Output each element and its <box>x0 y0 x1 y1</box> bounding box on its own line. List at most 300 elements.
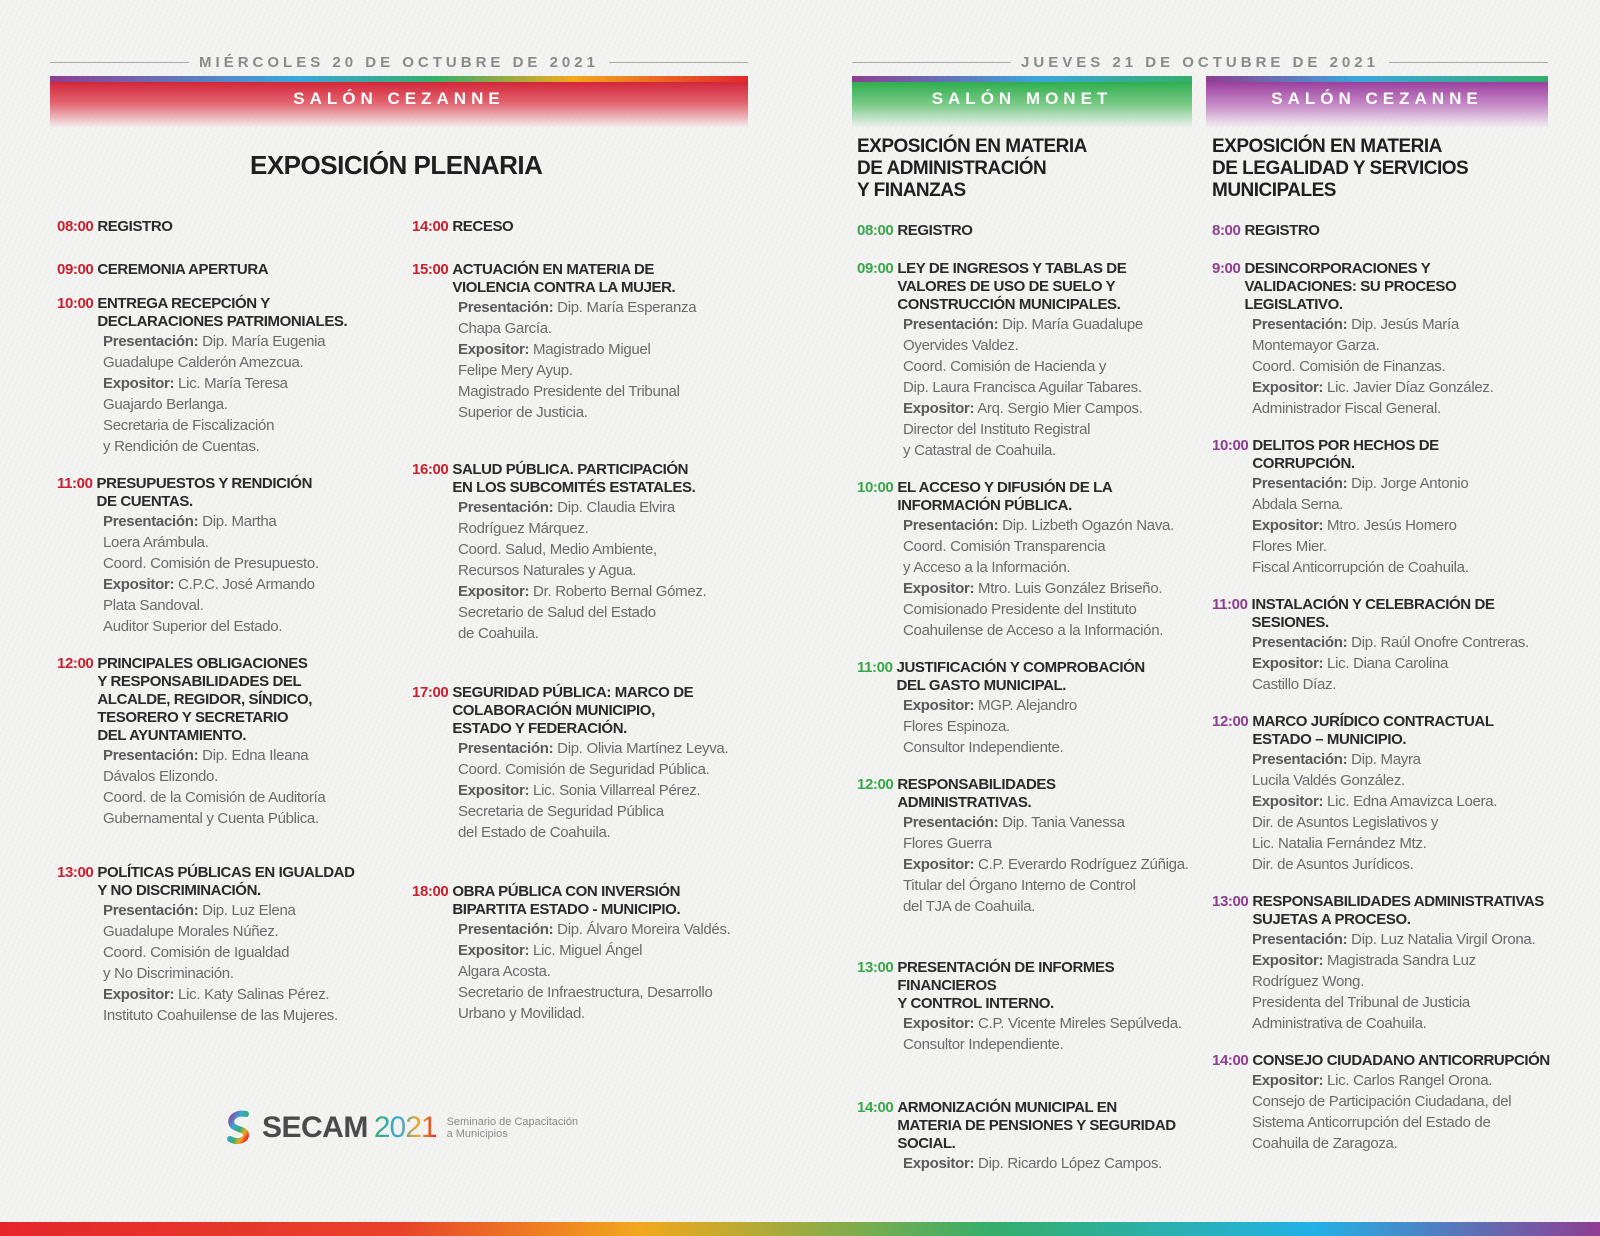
detail-text: Arq. Sergio Mier Campos. <box>974 400 1143 417</box>
schedule-time: 09:00 <box>57 261 94 278</box>
schedule-title <box>897 659 1145 695</box>
schedule-details <box>857 515 1197 641</box>
schedule-title <box>1252 1052 1550 1070</box>
schedule-title <box>452 684 693 738</box>
schedule-time: 08:00 <box>857 222 894 239</box>
detail-text: Magistrado Presidente del Tribunal <box>458 383 680 400</box>
schedule-title <box>97 218 172 236</box>
detail-line <box>903 578 1197 599</box>
schedule-time: 10:00 <box>57 295 94 312</box>
schedule-title-line: DE CUENTAS. <box>96 493 193 510</box>
detail-text: Secretario de Salud del Estado <box>458 604 656 621</box>
detail-text: Flores Guerra <box>903 835 992 852</box>
detail-line <box>903 440 1197 461</box>
detail-text: Comisionado Presidente del Instituto <box>903 601 1137 618</box>
detail-line <box>903 896 1197 917</box>
detail-line <box>103 394 397 415</box>
detail-line <box>1252 398 1552 419</box>
schedule-title-line: VALIDACIONES: SU PROCESO <box>1244 278 1457 295</box>
schedule-time: 12:00 <box>857 776 894 793</box>
schedule-item <box>57 218 397 236</box>
detail-text: Coord. Comisión de Presupuesto. <box>103 555 319 572</box>
detail-text: Recursos Naturales y Agua. <box>458 562 637 579</box>
schedule-title <box>452 218 513 236</box>
day1-salon-name: SALÓN CEZANNE <box>293 89 505 108</box>
detail-label: Presentación: <box>458 740 554 757</box>
detail-line <box>1252 674 1552 695</box>
detail-line <box>1252 515 1552 536</box>
schedule-item-header <box>857 1099 1197 1153</box>
detail-line <box>458 339 752 360</box>
schedule-time: 8:00 <box>1212 222 1241 239</box>
schedule-item-header <box>412 461 752 497</box>
secam-logo <box>224 1110 578 1146</box>
schedule-title-line: REGISTRO <box>97 218 173 235</box>
day1-column-2 <box>412 218 752 1024</box>
detail-text: y Catastral de Coahuila. <box>903 442 1056 459</box>
schedule-time: 08:00 <box>57 218 94 235</box>
detail-line <box>1252 791 1552 812</box>
schedule-item <box>57 261 397 279</box>
detail-text: Consultor Independiente. <box>903 1036 1064 1053</box>
detail-line <box>103 574 397 595</box>
schedule-title-line: ADMINISTRATIVAS. <box>897 794 1032 811</box>
detail-text: Dr. Roberto Bernal Gómez. <box>529 583 707 600</box>
detail-text: Dip. Lizbeth Ogazón Nava. <box>998 517 1174 534</box>
schedule-item-header <box>57 655 397 745</box>
detail-label: Presentación: <box>103 513 199 530</box>
detail-text: Lic. Javier Díaz González. <box>1323 379 1494 396</box>
logo-tagline-line: Seminario de Capacitación <box>446 1116 579 1128</box>
detail-line <box>1252 1013 1552 1034</box>
schedule-item <box>857 479 1197 641</box>
schedule-item <box>1212 596 1552 695</box>
schedule-title-line: Y CONTROL INTERNO. <box>897 995 1054 1012</box>
detail-text: Titular del Órgano Interno de Control <box>903 877 1136 894</box>
detail-label: Expositor: <box>903 580 975 597</box>
detail-line <box>1252 992 1552 1013</box>
schedule-item <box>57 864 397 1026</box>
detail-text: Coord. Comisión de Finanzas. <box>1252 358 1446 375</box>
schedule-title-line: JUSTIFICACIÓN Y COMPROBACIÓN <box>896 659 1145 676</box>
schedule-item <box>412 461 752 644</box>
detail-text: Coord. Comisión de Seguridad Pública. <box>458 761 710 778</box>
detail-text: y Acceso a la Información. <box>903 559 1071 576</box>
detail-line <box>103 616 397 637</box>
detail-text: Lic. Edna Amavizca Loera. <box>1323 793 1498 810</box>
schedule-title-line: MATERIA DE PENSIONES Y SEGURIDAD <box>897 1117 1176 1134</box>
detail-text: Fiscal Anticorrupción de Coahuila. <box>1252 559 1469 576</box>
detail-text: Dip. Tania Vanessa <box>998 814 1125 831</box>
schedule-details <box>412 919 752 1024</box>
detail-line <box>458 360 752 381</box>
detail-label: Presentación: <box>1252 931 1348 948</box>
schedule-title-line: VALORES DE USO DE SUELO Y <box>897 278 1116 295</box>
schedule-details <box>857 812 1197 917</box>
detail-text: Dip. Luz Natalia Virgil Orona. <box>1347 931 1536 948</box>
detail-line <box>458 961 752 982</box>
schedule-time: 12:00 <box>1212 713 1249 730</box>
monet-salon-banner <box>852 76 1192 128</box>
schedule-title-line: Y RESPONSABILIDADES DEL <box>97 673 302 690</box>
schedule-details <box>1212 749 1552 875</box>
cezanne-salon-name: SALÓN CEZANNE <box>1271 89 1483 108</box>
detail-line <box>103 900 397 921</box>
schedule-title <box>452 461 695 497</box>
detail-text: Instituto Coahuilense de las Mujeres. <box>103 1007 338 1024</box>
schedule-title-line: CONSEJO CIUDADANO ANTICORRUPCIÓN <box>1252 1052 1550 1069</box>
detail-label: Expositor: <box>903 1155 975 1172</box>
detail-line <box>1252 929 1552 950</box>
schedule-title-line: DECLARACIONES PATRIMONIALES. <box>97 313 348 330</box>
schedule-title-line: CORRUPCIÓN. <box>1252 455 1355 472</box>
schedule-item <box>1212 713 1552 875</box>
schedule-title-line: PRINCIPALES OBLIGACIONES <box>97 655 308 672</box>
detail-line <box>103 352 397 373</box>
schedule-title-line: MARCO JURÍDICO CONTRACTUAL <box>1252 713 1494 730</box>
detail-text: Dip. Luz Elena <box>198 902 296 919</box>
schedule-title <box>897 260 1126 314</box>
schedule-title-line: DEL GASTO MUNICIPAL. <box>896 677 1067 694</box>
detail-text: C.P.C. José Armando <box>174 576 315 593</box>
schedule-item <box>1212 893 1552 1034</box>
schedule-title <box>1252 596 1495 632</box>
detail-text: de Coahuila. <box>458 625 539 642</box>
detail-label: Expositor: <box>903 856 975 873</box>
detail-line <box>1252 557 1552 578</box>
monet-title <box>857 136 1087 202</box>
schedule-details <box>857 314 1197 461</box>
monet-title-line: EXPOSICIÓN EN MATERIA <box>857 136 1087 157</box>
detail-text: del TJA de Coahuila. <box>903 898 1036 915</box>
schedule-title-line: INFORMACIÓN PÚBLICA. <box>897 497 1072 514</box>
detail-line <box>903 716 1197 737</box>
schedule-item <box>857 959 1197 1055</box>
detail-text: Lic. Miguel Ángel <box>529 942 643 959</box>
schedule-title-line: SEGURIDAD PÚBLICA: MARCO DE <box>452 684 694 701</box>
schedule-item-header <box>1212 713 1552 749</box>
schedule-item-header <box>412 218 752 236</box>
detail-text: C.P. Everardo Rodríguez Zúñiga. <box>974 856 1189 873</box>
day2-date: JUEVES 21 DE OCTUBRE DE 2021 <box>1021 53 1379 71</box>
detail-text: Dip. Edna Ileana <box>198 747 309 764</box>
schedule-time: 11:00 <box>57 475 93 492</box>
detail-line <box>1252 632 1552 653</box>
schedule-time: 10:00 <box>857 479 894 496</box>
monet-title-line: DE ADMINISTRACIÓN <box>857 158 1047 179</box>
detail-line <box>103 808 397 829</box>
schedule-title-line: POLÍTICAS PÚBLICAS EN IGUALDAD <box>97 864 355 881</box>
monet-title-line: Y FINANZAS <box>857 180 966 201</box>
schedule-time: 10:00 <box>1212 437 1249 454</box>
schedule-title-line: ENTREGA RECEPCIÓN Y <box>97 295 270 312</box>
detail-text: Auditor Superior del Estado. <box>103 618 283 635</box>
detail-line <box>1252 1112 1552 1133</box>
detail-line <box>903 1034 1197 1055</box>
schedule-item-header <box>857 659 1197 695</box>
detail-line <box>903 419 1197 440</box>
detail-text: Castillo Díaz. <box>1252 676 1337 693</box>
detail-text: C.P. Vicente Mireles Sepúlveda. <box>974 1015 1182 1032</box>
schedule-title-line: INSTALACIÓN Y CELEBRACIÓN DE <box>1251 596 1495 613</box>
detail-label: Expositor: <box>458 942 530 959</box>
schedule-details <box>57 331 397 457</box>
detail-line <box>903 695 1197 716</box>
schedule-title <box>97 864 354 900</box>
detail-line <box>103 595 397 616</box>
detail-line <box>103 436 397 457</box>
detail-line <box>903 812 1197 833</box>
day1-date: MIÉRCOLES 20 DE OCTUBRE DE 2021 <box>199 53 599 71</box>
schedule-item-header <box>57 261 397 279</box>
detail-text: Lucila Valdés González. <box>1252 772 1405 789</box>
schedule-title-line: PRESUPUESTOS Y RENDICIÓN <box>96 475 313 492</box>
schedule-title-line: VIOLENCIA CONTRA LA MUJER. <box>452 279 676 296</box>
schedule-item-header <box>57 475 397 511</box>
schedule-time: 11:00 <box>857 659 893 676</box>
detail-text: Coord. Salud, Medio Ambiente, <box>458 541 657 558</box>
detail-label: Expositor: <box>903 1015 975 1032</box>
detail-label: Presentación: <box>103 333 199 350</box>
detail-text: Lic. María Teresa <box>174 375 288 392</box>
schedule-time: 17:00 <box>412 684 449 701</box>
schedule-title <box>897 479 1112 515</box>
schedule-title-line: DELITOS POR HECHOS DE <box>1252 437 1439 454</box>
schedule-time: 12:00 <box>57 655 94 672</box>
detail-text: Plata Sandoval. <box>103 597 204 614</box>
detail-text: Dip. Jesús María <box>1347 316 1459 333</box>
detail-line <box>103 415 397 436</box>
detail-label: Presentación: <box>903 814 999 831</box>
detail-text: Dip. María Eugenia <box>198 333 326 350</box>
detail-line <box>903 377 1197 398</box>
detail-label: Presentación: <box>903 517 999 534</box>
detail-line <box>1252 356 1552 377</box>
schedule-item <box>412 883 752 1024</box>
detail-label: Presentación: <box>1252 751 1348 768</box>
day1-header <box>50 52 748 72</box>
cezanne-title-line: EXPOSICIÓN EN MATERIA <box>1212 136 1442 157</box>
detail-text: Lic. Natalia Fernández Mtz. <box>1252 835 1427 852</box>
detail-line <box>103 921 397 942</box>
divider <box>1389 62 1548 63</box>
detail-line <box>458 381 752 402</box>
detail-line <box>458 759 752 780</box>
detail-text: Dip. Olivia Martínez Leyva. <box>553 740 729 757</box>
detail-line <box>458 780 752 801</box>
logo-year: 2021 <box>373 1111 437 1144</box>
detail-label: Expositor: <box>458 782 530 799</box>
schedule-title-line: COLABORACIÓN MUNICIPIO, <box>452 702 655 719</box>
schedule-details <box>412 297 752 423</box>
schedule-item <box>412 218 752 236</box>
detail-label: Presentación: <box>903 316 999 333</box>
schedule-details <box>57 745 397 829</box>
detail-line <box>1252 536 1552 557</box>
detail-line <box>103 745 397 766</box>
detail-text: Secretaria de Seguridad Pública <box>458 803 664 820</box>
schedule-title-line: DESINCORPORACIONES Y <box>1244 260 1431 277</box>
cezanne-title <box>1212 136 1468 202</box>
detail-text: Lic. Diana Carolina <box>1323 655 1449 672</box>
detail-label: Expositor: <box>903 697 975 714</box>
divider <box>609 62 748 63</box>
schedule-item <box>857 222 1197 240</box>
cezanne-column <box>1212 222 1552 1154</box>
schedule-time: 16:00 <box>412 461 449 478</box>
detail-line <box>1252 854 1552 875</box>
schedule-details <box>1212 473 1552 578</box>
detail-line <box>1252 770 1552 791</box>
detail-text: Dip. Mayra <box>1347 751 1421 768</box>
detail-label: Presentación: <box>458 499 554 516</box>
detail-line <box>1252 1091 1552 1112</box>
detail-text: Algara Acosta. <box>458 963 551 980</box>
schedule-item-header <box>857 260 1197 314</box>
detail-line <box>903 515 1197 536</box>
detail-line <box>458 822 752 843</box>
detail-text: Guadalupe Calderón Amezcua. <box>103 354 304 371</box>
schedule-title-line: BIPARTITA ESTADO - MUNICIPIO. <box>452 901 681 918</box>
detail-label: Expositor: <box>103 576 175 593</box>
cezanne-title-line: MUNICIPALES <box>1212 180 1336 201</box>
schedule-title-line: ARMONIZACIÓN MUNICIPAL EN <box>897 1099 1117 1116</box>
detail-text: Dip. Claudia Elvira <box>553 499 675 516</box>
schedule-item-header <box>857 776 1197 812</box>
detail-line <box>903 737 1197 758</box>
detail-text: Flores Espinoza. <box>903 718 1010 735</box>
schedule-title-line: PRESENTACIÓN DE INFORMES FINANCIEROS <box>897 959 1115 994</box>
detail-line <box>1252 314 1552 335</box>
detail-label: Presentación: <box>103 902 199 919</box>
detail-line <box>903 1013 1197 1034</box>
schedule-item <box>857 776 1197 917</box>
schedule-item-header <box>412 883 752 919</box>
detail-line <box>1252 950 1552 971</box>
detail-text: Loera Arámbula. <box>103 534 209 551</box>
detail-text: Dip. Laura Francisca Aguilar Tabares. <box>903 379 1142 396</box>
schedule-title-line: TESORERO Y SECRETARIO <box>97 709 289 726</box>
schedule-title-line: LEGISLATIVO. <box>1244 296 1343 313</box>
schedule-title <box>452 883 680 919</box>
schedule-title-line: ALCALDE, REGIDOR, SÍNDICO, <box>97 691 312 708</box>
detail-line <box>458 318 752 339</box>
detail-line <box>458 602 752 623</box>
detail-line <box>1252 473 1552 494</box>
detail-line <box>458 497 752 518</box>
detail-text: Secretaria de Fiscalización <box>103 417 275 434</box>
detail-line <box>103 766 397 787</box>
schedule-details <box>1212 1070 1552 1154</box>
schedule-time: 13:00 <box>1212 893 1249 910</box>
detail-label: Expositor: <box>458 583 530 600</box>
schedule-item <box>1212 437 1552 578</box>
schedule-title <box>452 261 675 297</box>
detail-line <box>458 539 752 560</box>
detail-text: Superior de Justicia. <box>458 404 588 421</box>
schedule-title-line: SUJETAS A PROCESO. <box>1252 911 1411 928</box>
detail-line <box>903 314 1197 335</box>
schedule-details <box>1212 632 1552 695</box>
detail-line <box>1252 1070 1552 1091</box>
detail-label: Expositor: <box>1252 379 1324 396</box>
schedule-time: 9:00 <box>1212 260 1241 277</box>
detail-line <box>1252 749 1552 770</box>
detail-text: Dip. Jorge Antonio <box>1347 475 1469 492</box>
detail-line <box>903 536 1197 557</box>
schedule-title-line: RESPONSABILIDADES <box>897 776 1056 793</box>
schedule-details <box>412 497 752 644</box>
detail-line <box>458 919 752 940</box>
logo-tagline <box>447 1116 578 1140</box>
schedule-item <box>57 295 397 457</box>
detail-text: Magistrada Sandra Luz <box>1323 952 1476 969</box>
detail-label: Presentación: <box>1252 475 1348 492</box>
schedule-title <box>97 261 268 279</box>
detail-line <box>903 557 1197 578</box>
schedule-title-line: SOCIAL. <box>897 1135 956 1152</box>
schedule-title-line: CEREMONIA APERTURA <box>97 261 269 278</box>
detail-label: Presentación: <box>1252 634 1348 651</box>
schedule-details <box>57 511 397 637</box>
detail-text: Dip. María Guadalupe <box>998 316 1143 333</box>
schedule-details <box>412 738 752 843</box>
schedule-item-header <box>1212 222 1552 240</box>
schedule-title-line: EL ACCESO Y DIFUSIÓN DE LA <box>897 479 1113 496</box>
detail-text: del Estado de Coahuila. <box>458 824 611 841</box>
detail-line <box>103 532 397 553</box>
schedule-item <box>857 260 1197 461</box>
detail-text: Rodríguez Márquez. <box>458 520 589 537</box>
detail-line <box>103 984 397 1005</box>
monet-salon-name: SALÓN MONET <box>931 89 1113 108</box>
detail-line <box>458 518 752 539</box>
detail-text: Sistema Anticorrupción del Estado de <box>1252 1114 1491 1131</box>
detail-line <box>903 854 1197 875</box>
schedule-title-line: LEY DE INGRESOS Y TABLAS DE <box>897 260 1127 277</box>
secam-logo-icon <box>224 1110 256 1146</box>
detail-text: Guadalupe Morales Núñez. <box>103 923 279 940</box>
detail-line <box>458 982 752 1003</box>
detail-line <box>903 833 1197 854</box>
detail-text: Dip. María Esperanza <box>553 299 697 316</box>
monet-column <box>857 222 1197 1174</box>
schedule-details <box>857 1153 1197 1174</box>
detail-text: Coahuila de Zaragoza. <box>1252 1135 1398 1152</box>
schedule-title-line: ACTUACIÓN EN MATERIA DE <box>452 261 655 278</box>
detail-label: Presentación: <box>1252 316 1348 333</box>
detail-text: Urbano y Movilidad. <box>458 1005 585 1022</box>
schedule-item-header <box>1212 437 1552 473</box>
schedule-title-line: SESIONES. <box>1251 614 1329 631</box>
schedule-title-line: Y NO DISCRIMINACIÓN. <box>97 882 261 899</box>
detail-line <box>1252 377 1552 398</box>
detail-line <box>903 620 1197 641</box>
detail-text: Dip. Raúl Onofre Contreras. <box>1347 634 1529 651</box>
schedule-item <box>412 684 752 843</box>
schedule-title <box>1252 893 1544 929</box>
detail-text: Secretario de Infraestructura, Desarrollo <box>458 984 713 1001</box>
schedule-time: 15:00 <box>412 261 449 278</box>
detail-label: Expositor: <box>103 986 175 1003</box>
schedule-title-line: OBRA PÚBLICA CON INVERSIÓN <box>452 883 681 900</box>
schedule-title <box>97 655 312 745</box>
detail-label: Expositor: <box>1252 952 1324 969</box>
divider <box>852 62 1011 63</box>
detail-text: Presidenta del Tribunal de Justicia <box>1252 994 1470 1011</box>
cezanne-title-line: DE LEGALIDAD Y SERVICIOS <box>1212 158 1469 179</box>
schedule-item-header <box>1212 596 1552 632</box>
